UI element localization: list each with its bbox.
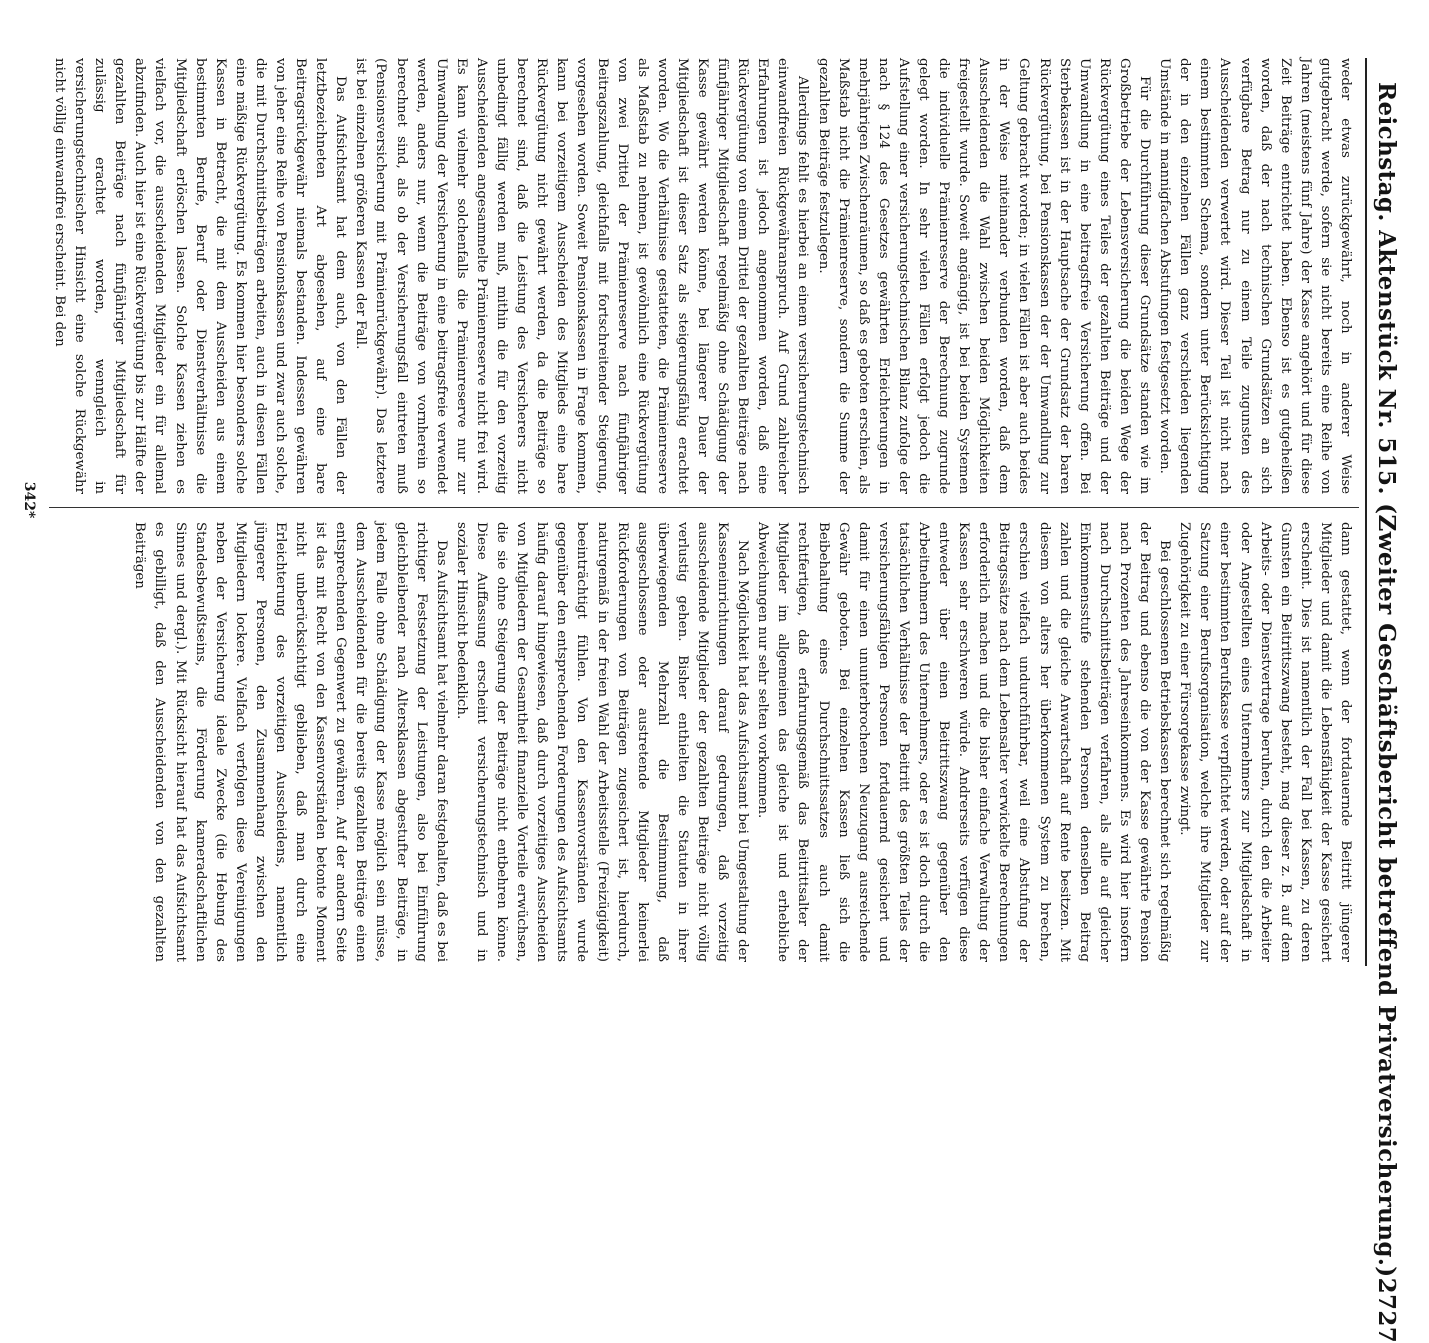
paragraph: Nach Möglichkeit hat das Aufsichtsamt bei Umgestaltung der Kasseneinrichtungen darauf gedrungen, daß vorzeitig ausscheidende Mitglieder der gezahlten Beiträge nicht völlig verlustig gehen. Bisher enthielten die Statuten in ihrer überwiegenden Mehrzahl die Bestimmung, daß ausgeschlossene oder austretende Mitglieder keinerlei Rückforderungen von Beiträgen zugesichert ist, hierdurch, naturgemäß in der freien Wahl der Arbeitsstelle (Freizügigkeit) beeinträchtigt fühlen. Von den Kassenvorständen wurde gegenüber den entsprechenden Forderungen des Aufsichtsamts häufig darauf hingewiesen, daß durch vorzeitiges Ausscheiden von Mitgliedern der Gesamtheit finanzielle Vorteile erwüchsen, die sie ohne Steigerung der Beiträge nicht entbehren könne. Diese Auffassung erscheint versicherungstechnisch und in sozialer Hinsicht bedenklich. — [453, 522, 751, 962]
paragraph: Das Aufsichtsamt hat dem auch, von den Fällen der letztbezeichneten Art abgesehen, auf eine bare Beitragsrückgewähr niemals bestanden. Indessen gewähren von jeher eine Reihe von Pensionskassen und zwar auch solche, die mit Durchschnittsbeiträgen arbeiten, auch in diesen Fällen eine mäßige Rückvergütung. Es kommen hier besonders solche Kassen in Betracht, die mit dem Ausscheiden aus einem bestimmten Berufe, Beruf oder Dienstverhältnisse die Mitgliedschaft erlöschen lassen. Solche Kassen ziehen es vielfach vor, die ausscheidenden Mitglieder ein für allemal abzufinden. Auch hier ist eine Rückvergütung bis zur Hälfte der gezahlten Beiträge nach fünfjähriger Mitgliedschaft für zulässig erachtet worden, wenngleich in versicherungstechnischer Hinsicht eine solche Rückgewähr nicht völlig einwandfrei erscheint. Bei den — [52, 58, 349, 494]
paragraph: Das Aufsichtsamt hat vielmehr daran festgehalten, daß es bei richtiger Festsetzung der Leistungen, also bei Einführung gleichbleibender nach Altersklassen abgestufter Beiträge, in jedem Falle ohne Schädigung der Kasse möglich sein müsse, dem Ausscheidenden für die bereits gezahlten Beiträge einen entsprechenden Gegenwert zu gewähren. Auf der andern Seite ist das mit Recht von den Kassenvorständen betonte Moment nicht unberücksichtigt geblieben, daß man durch eine Erleichterung des vorzeitigen Ausscheidens, namentlich jüngerer Personen, den Zusammenhang zwischen den Mitgliedern lockere. Vielfach verfolgen diese Vereinigungen neben der Versicherung ideale Zwecke (die Hebung des Standesbewußtseins, die Förderung kameradschaftlichen Sinnes und dergl.). Mit Rücksicht hierauf hat das Aufsichtsamt es gebilligt, daß den Ausscheidenden von den gezahlten Beiträgen — [132, 522, 449, 962]
text-column-right — [55, 522, 1355, 962]
page-header — [1365, 58, 1407, 1343]
running-title: Reichstag. Aktenstück Nr. 515. (Zweiter Geschäftsbericht betreffend Privatversicherung.) — [1373, 82, 1401, 1278]
paragraph: weder etwas zurückgewährt, noch in anderer Weise gutgebracht werde, sofern sie nicht bereits eine Reihe von Jahren (meistens fünf Jahre) der Kasse angehört und für diese Zeit Beiträge entrichtet haben. Ebenso ist es gutgeheißen worden, daß der nach technischen Grundsätzen an sich verfügbare Betrag nur zu einem Teile zugunsten des Ausscheidenden verwertet wird. Dieser Teil ist nicht nach einem bestimmten Schema, sondern unter Berücksichtigung der in den einzelnen Fällen ganz verschieden liegenden Umstände in mannigfachen Abstufungen festgesetzt worden. — [1157, 58, 1353, 494]
paragraph: dann gestattet, wenn der fortdauernde Beitritt jüngerer Mitglieder und damit die Lebensfähigkeit der Kasse gesichert erscheint. Dies ist namentlich der Fall bei Kassen, zu deren Gunsten ein Beitrittszwang besteht, mag dieser z. B. auf dem Arbeits- oder Dienstvertrage beruhen, durch den die Arbeiter oder Angestellten eines Unternehmers zur Mitgliedschaft in einer bestimmten Berufskasse verpflichtet werden, oder auf der Satzung einer Berufsorganisation, welche ihre Mitglieder zur Zugehörigkeit zu einer Fürsorgekasse zwingt. — [1177, 522, 1353, 962]
page-number: 2727 — [1373, 1277, 1401, 1343]
paragraph: Allerdings fehlt es hierbei an einem versicherungstechnisch einwandfreien Rückgewähranspruch. Auf Grund zahlreicher Erfahrungen ist jedoch angenommen worden, daß eine Rückvergütung von einem Drittel der gezahlten Beiträge nach fünfjähriger Mitgliedschaft regelmäßig ohne Schädigung der Kasse gewährt werden könne, bei längerer Dauer der Mitgliedschaft ist dieser Satz als steigerungsfähig erachtet worden. Wo die Verhältnisse gestatteten, die Prämienreserve als Maßstab zu nehmen, ist gewöhnlich eine Rückvergütung von zwei Drittel der Prämienreserve nach fünfjähriger Beitragszahlung, gleichfalls mit fortschreitender Steigerung, vorgesehen worden. Soweit Pensionskassen in Frage kommen, kann bei vorzeitigem Ausscheiden des Mitglieds eine bare Rückvergütung nicht gewährt werden, da die Beiträge so berechnet sind, daß die Leistung des Versicherers nicht unbedingt fällig werden muß, mithin die für den vorzeitig Ausscheidenden angesammelte Prämienreserve nicht frei wird. Es kann vielmehr solchenfalls die Prämienreserve nur zur Umwandlung der Versicherung in eine beitragsfreie verwendet werden, anders nur, wenn die Beiträge von vornherein so berechnet sind, als ob der Versicherungsfall eintreten muß (Pensionsversicherung mit Prämienrückgewähr). Das letztere ist bei einzelnen größeren Kassen der Fall. — [353, 58, 811, 494]
paragraph: Bei geschlossenen Betriebskassen berechnet sich regelmäßig der Beitrag und ebenso die von der Kasse gewährte Pension nach Prozenten des Jahreseinkommens. Es wird hier insofern nach Durchschnittsbeiträgen verfahren, als alle auf gleicher Einkommensstufe stehenden Personen denselben Beitrag zahlen und die gleiche Anwartschaft auf Rente besitzen. Mit diesem von alters her überkommenen System zu brechen, erschien vielfach undurchführbar, weil eine Abstufung der Beitragssätze nach dem Lebensalter verwickelte Berechnungen erforderlich machen und die bisher einfache Verwaltung der Kassen sehr erschweren würde. Andrerseits verfügen diese entweder über einen Beitrittszwang gegenüber den Arbeitnehmern des Unternehmers, oder es ist doch durch die tatsächlichen Verhältnisse der Beitritt des größten Teiles der versicherungsfähigen Personen fortdauernd gesichert und damit für einen ununterbrochenen Neuzugang ausreichende Gewähr geboten. Bei einzelnen Kassen ließ sich die Beibehaltung eines Durchschnittssatzes auch damit rechtfertigen, daß erfahrungsgemäß das Beitrittsalter der Mitglieder im allgemeinen das gleiche ist und erhebliche Abweichungen nur sehr selten vorkommen. — [755, 522, 1173, 962]
text-column-left — [52, 58, 1355, 494]
paragraph: Für die Durchführung dieser Grundsätze standen wie im Großbetriebe der Lebensversicherung die beiden Wege der Rückvergütung eines Teiles der gezahlten Beiträge und der Umwandlung in eine beitragsfreie Versicherung offen. Bei Sterbekassen ist in der Hauptsache der Grundsatz der baren Rückvergütung, bei Pensionskassen der der Umwandlung zur Geltung gebracht worden; in vielen Fällen ist aber auch beides in der Weise miteinander verbunden worden, daß dem Ausscheidenden die Wahl zwischen beiden Möglichkeiten freigestellt wurde. Soweit angängig, ist bei beiden Systemen die individuelle Prämienreserve der Berechnung zugrunde gelegt worden. In sehr vielen Fällen erfolgt jedoch die Aufstellung einer versicherungstechnischen Bilanz zufolge der nach § 124 des Gesetzes gewährten Erleichterungen in mehrjährigen Zwischenräumen, so daß es geboten erschien, als Maßstab nicht die Prämienreserve, sondern die Summe der gezahlten Beiträge festzulegen. — [815, 58, 1153, 494]
printer-signature: 342* — [21, 481, 37, 519]
column-divider — [49, 507, 1359, 508]
